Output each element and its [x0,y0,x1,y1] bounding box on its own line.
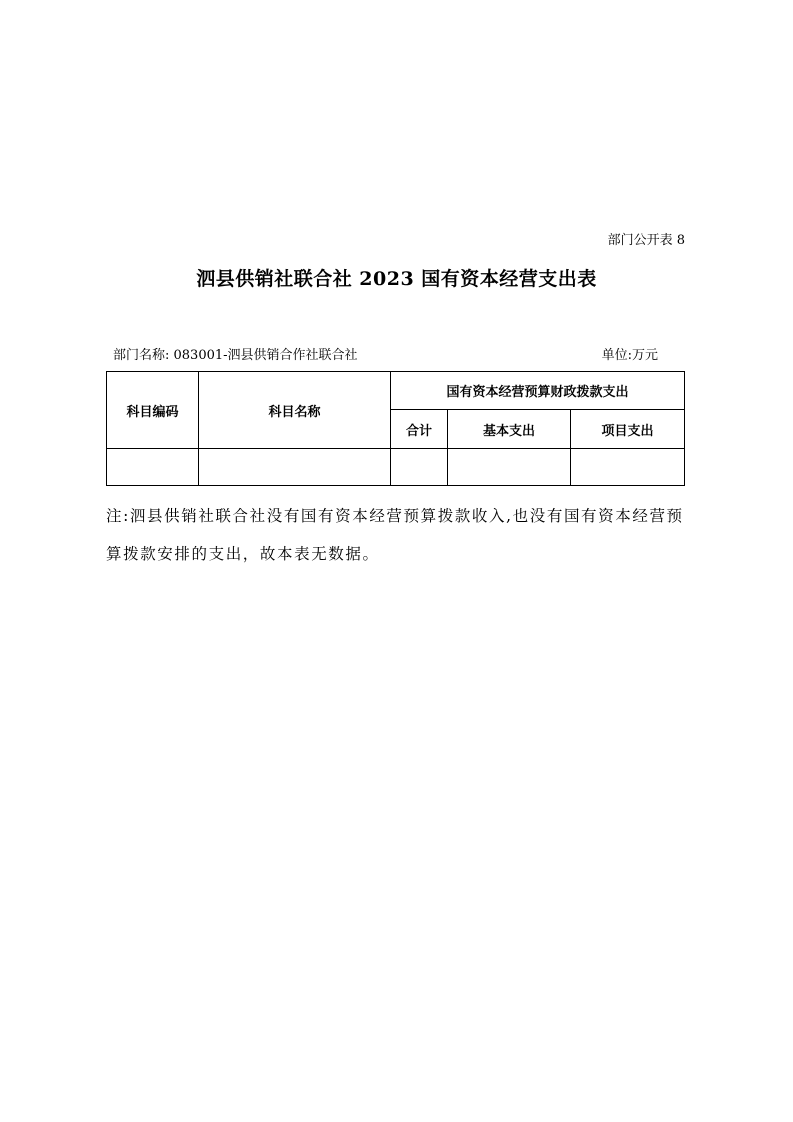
unit-label: 单位:万元 [601,348,658,363]
table-row [107,449,685,486]
department-label: 部门名称: 083001-泗县供销合作社联合社 [113,348,358,363]
header-basic-expenditure: 基本支出 [448,410,571,449]
table-cell [107,449,199,486]
header-project-expenditure: 项目支出 [571,410,685,449]
expenditure-table [106,371,685,486]
note-text: 注:泗县供销社联合社没有国有资本经营预算拨款收入,也没有国有资本经营预算拨款安排的支出，故本表无数据。 [106,507,684,563]
table-cell [448,449,571,486]
table-cell [199,449,391,486]
header-subject-name: 科目名称 [199,372,391,449]
header-group-budget: 国有资本经营预算财政拨款支出 [391,372,685,410]
meta-row [113,344,658,362]
header-subject-code: 科目编码 [107,372,199,449]
table-number: 部门公开表 8 [607,233,685,248]
table-cell [571,449,685,486]
table-cell [391,449,448,486]
table-header-row [107,372,685,410]
page-title: 泗县供销社联合社 2023 国有资本经营支出表 [196,268,597,290]
header-total: 合计 [391,410,448,449]
